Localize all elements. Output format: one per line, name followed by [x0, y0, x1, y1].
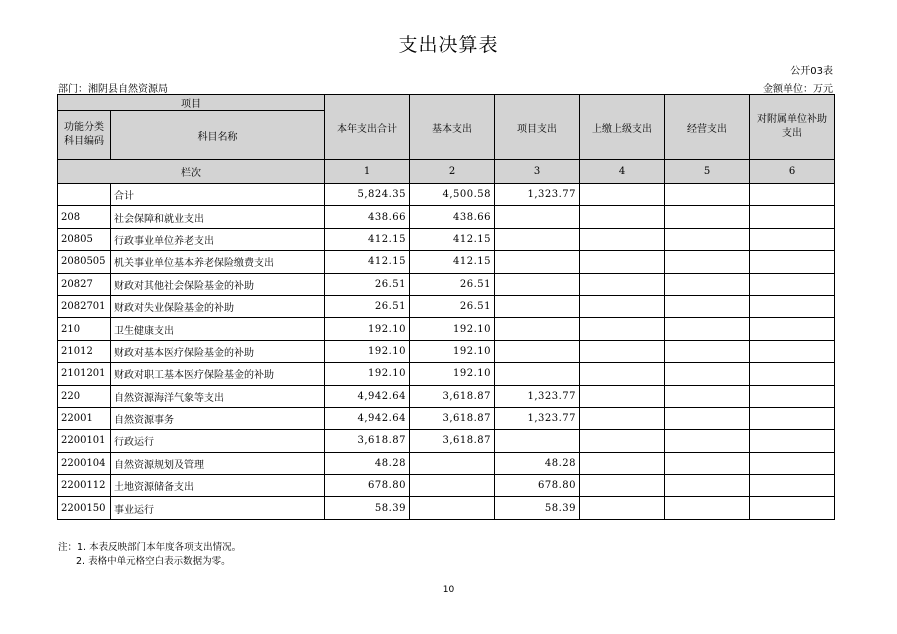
table-row	[58, 452, 835, 474]
cell-total: 4,942.64	[325, 407, 410, 429]
cell-subsidy	[750, 385, 835, 407]
header-subject-name: 科目名称	[111, 111, 325, 160]
cell-func-code: 2082701	[58, 295, 111, 317]
cell-upper	[580, 184, 665, 206]
cell-project	[495, 318, 580, 340]
cell-business	[665, 206, 750, 228]
cell-subsidy	[750, 340, 835, 362]
cell-basic: 3,618.87	[410, 407, 495, 429]
header-business: 经营支出	[665, 95, 750, 160]
cell-func-code: 20827	[58, 273, 111, 295]
col-num-4: 4	[580, 160, 665, 184]
cell-upper	[580, 407, 665, 429]
cell-upper	[580, 452, 665, 474]
cell-subject-name: 行政运行	[111, 430, 325, 452]
cell-project	[495, 228, 580, 250]
cell-project	[495, 295, 580, 317]
cell-total: 26.51	[325, 273, 410, 295]
cell-project: 48.28	[495, 452, 580, 474]
cell-project: 1,323.77	[495, 184, 580, 206]
cell-func-code: 22001	[58, 407, 111, 429]
cell-total: 3,618.87	[325, 430, 410, 452]
cell-basic: 192.10	[410, 318, 495, 340]
cell-basic: 192.10	[410, 340, 495, 362]
cell-project: 58.39	[495, 497, 580, 519]
cell-total: 58.39	[325, 497, 410, 519]
cell-subsidy	[750, 407, 835, 429]
cell-subject-name: 自然资源海洋气象等支出	[111, 385, 325, 407]
cell-total: 192.10	[325, 318, 410, 340]
cell-subject-name: 机关事业单位基本养老保险缴费支出	[111, 251, 325, 273]
cell-func-code: 2080505	[58, 251, 111, 273]
cell-subject-name: 社会保障和就业支出	[111, 206, 325, 228]
cell-business	[665, 363, 750, 385]
cell-business	[665, 340, 750, 362]
cell-func-code: 208	[58, 206, 111, 228]
cell-basic: 412.15	[410, 228, 495, 250]
col-num-1: 1	[325, 160, 410, 184]
form-number: 公开03表	[790, 66, 833, 77]
header-upper: 上缴上级支出	[580, 95, 665, 160]
cell-project	[495, 251, 580, 273]
notes	[58, 541, 241, 569]
table-row	[58, 475, 835, 497]
col-num-2: 2	[410, 160, 495, 184]
cell-upper	[580, 430, 665, 452]
header-basic: 基本支出	[410, 95, 495, 160]
cell-subject-name: 财政对职工基本医疗保险基金的补助	[111, 363, 325, 385]
cell-upper	[580, 497, 665, 519]
cell-business	[665, 452, 750, 474]
header-item: 项目	[58, 95, 325, 111]
cell-subsidy	[750, 452, 835, 474]
header-subsidy-line2: 支出	[782, 128, 802, 139]
table-row	[58, 385, 835, 407]
cell-basic: 412.15	[410, 251, 495, 273]
header-func-code	[58, 111, 111, 160]
table-row	[58, 340, 835, 362]
cell-total: 412.15	[325, 228, 410, 250]
cell-subject-name: 财政对基本医疗保险基金的补助	[111, 340, 325, 362]
cell-subject-name: 自然资源规划及管理	[111, 452, 325, 474]
cell-func-code	[58, 184, 111, 206]
cell-func-code: 220	[58, 385, 111, 407]
cell-basic: 192.10	[410, 363, 495, 385]
cell-subsidy	[750, 228, 835, 250]
header-func-code-line1: 功能分类	[64, 122, 104, 133]
cell-business	[665, 497, 750, 519]
cell-total: 192.10	[325, 363, 410, 385]
cell-basic: 3,618.87	[410, 385, 495, 407]
page-number: 10	[442, 585, 455, 595]
cell-subsidy	[750, 295, 835, 317]
cell-basic	[410, 475, 495, 497]
table-row	[58, 407, 835, 429]
page-title: 支出决算表	[398, 34, 499, 56]
cell-project: 678.80	[495, 475, 580, 497]
cell-upper	[580, 318, 665, 340]
cell-subject-name: 自然资源事务	[111, 407, 325, 429]
table-row	[58, 273, 835, 295]
table-row	[58, 295, 835, 317]
header-project: 项目支出	[495, 95, 580, 160]
cell-subsidy	[750, 430, 835, 452]
cell-upper	[580, 363, 665, 385]
cell-subsidy	[750, 273, 835, 295]
cell-upper	[580, 273, 665, 295]
cell-total: 48.28	[325, 452, 410, 474]
cell-business	[665, 318, 750, 340]
table-row	[58, 497, 835, 519]
cell-project: 1,323.77	[495, 385, 580, 407]
table-row	[58, 228, 835, 250]
cell-basic	[410, 497, 495, 519]
unit-label: 金额单位：万元	[763, 84, 833, 95]
cell-upper	[580, 340, 665, 362]
cell-total: 678.80	[325, 475, 410, 497]
cell-total: 4,942.64	[325, 385, 410, 407]
cell-upper	[580, 206, 665, 228]
col-num-5: 5	[665, 160, 750, 184]
cell-subsidy	[750, 497, 835, 519]
table-row	[58, 430, 835, 452]
cell-upper	[580, 385, 665, 407]
table-row	[58, 184, 835, 206]
cell-basic: 4,500.58	[410, 184, 495, 206]
cell-subsidy	[750, 184, 835, 206]
cell-total: 192.10	[325, 340, 410, 362]
cell-upper	[580, 295, 665, 317]
cell-total: 26.51	[325, 295, 410, 317]
table-row	[58, 206, 835, 228]
cell-func-code: 2101201	[58, 363, 111, 385]
expenditure-table	[57, 94, 835, 520]
cell-basic	[410, 452, 495, 474]
table-row	[58, 318, 835, 340]
cell-func-code: 2200104	[58, 452, 111, 474]
table-row	[58, 251, 835, 273]
cell-total: 412.15	[325, 251, 410, 273]
cell-subsidy	[750, 251, 835, 273]
cell-subsidy	[750, 206, 835, 228]
cell-business	[665, 295, 750, 317]
cell-basic: 438.66	[410, 206, 495, 228]
cell-basic: 26.51	[410, 273, 495, 295]
header-total: 本年支出合计	[325, 95, 410, 160]
cell-upper	[580, 228, 665, 250]
cell-subject-name: 行政事业单位养老支出	[111, 228, 325, 250]
header-func-code-line2: 科目编码	[64, 136, 104, 147]
cell-subject-name: 财政对失业保险基金的补助	[111, 295, 325, 317]
note-2: 2. 表格中单元格空白表示数据为零。	[76, 556, 231, 567]
cell-business	[665, 273, 750, 295]
header-subsidy-line1: 对附属单位补助	[757, 114, 827, 125]
cell-subject-name: 财政对其他社会保险基金的补助	[111, 273, 325, 295]
cell-subsidy	[750, 318, 835, 340]
cell-project	[495, 273, 580, 295]
cell-business	[665, 430, 750, 452]
cell-basic: 3,618.87	[410, 430, 495, 452]
header-lanci: 栏次	[58, 160, 325, 184]
cell-subject-name: 土地资源储备支出	[111, 475, 325, 497]
cell-business	[665, 475, 750, 497]
header-subsidy	[750, 95, 835, 160]
cell-basic: 26.51	[410, 295, 495, 317]
cell-business	[665, 184, 750, 206]
col-num-3: 3	[495, 160, 580, 184]
cell-project	[495, 340, 580, 362]
cell-subject-name: 合计	[111, 184, 325, 206]
cell-func-code: 2200101	[58, 430, 111, 452]
col-num-6: 6	[750, 160, 835, 184]
cell-subject-name: 事业运行	[111, 497, 325, 519]
cell-upper	[580, 251, 665, 273]
table-row	[58, 363, 835, 385]
cell-upper	[580, 475, 665, 497]
cell-total: 5,824.35	[325, 184, 410, 206]
cell-business	[665, 251, 750, 273]
cell-project	[495, 430, 580, 452]
cell-subsidy	[750, 475, 835, 497]
cell-total: 438.66	[325, 206, 410, 228]
cell-func-code: 20805	[58, 228, 111, 250]
cell-business	[665, 407, 750, 429]
note-1: 注：1. 本表反映部门本年度各项支出情况。	[58, 542, 242, 553]
cell-project	[495, 363, 580, 385]
cell-func-code: 210	[58, 318, 111, 340]
cell-func-code: 2200150	[58, 497, 111, 519]
cell-func-code: 21012	[58, 340, 111, 362]
cell-business	[665, 228, 750, 250]
cell-subsidy	[750, 363, 835, 385]
cell-project: 1,323.77	[495, 407, 580, 429]
cell-project	[495, 206, 580, 228]
cell-business	[665, 385, 750, 407]
cell-subject-name: 卫生健康支出	[111, 318, 325, 340]
cell-func-code: 2200112	[58, 475, 111, 497]
department-label: 部门：湘阴县自然资源局	[58, 84, 168, 95]
